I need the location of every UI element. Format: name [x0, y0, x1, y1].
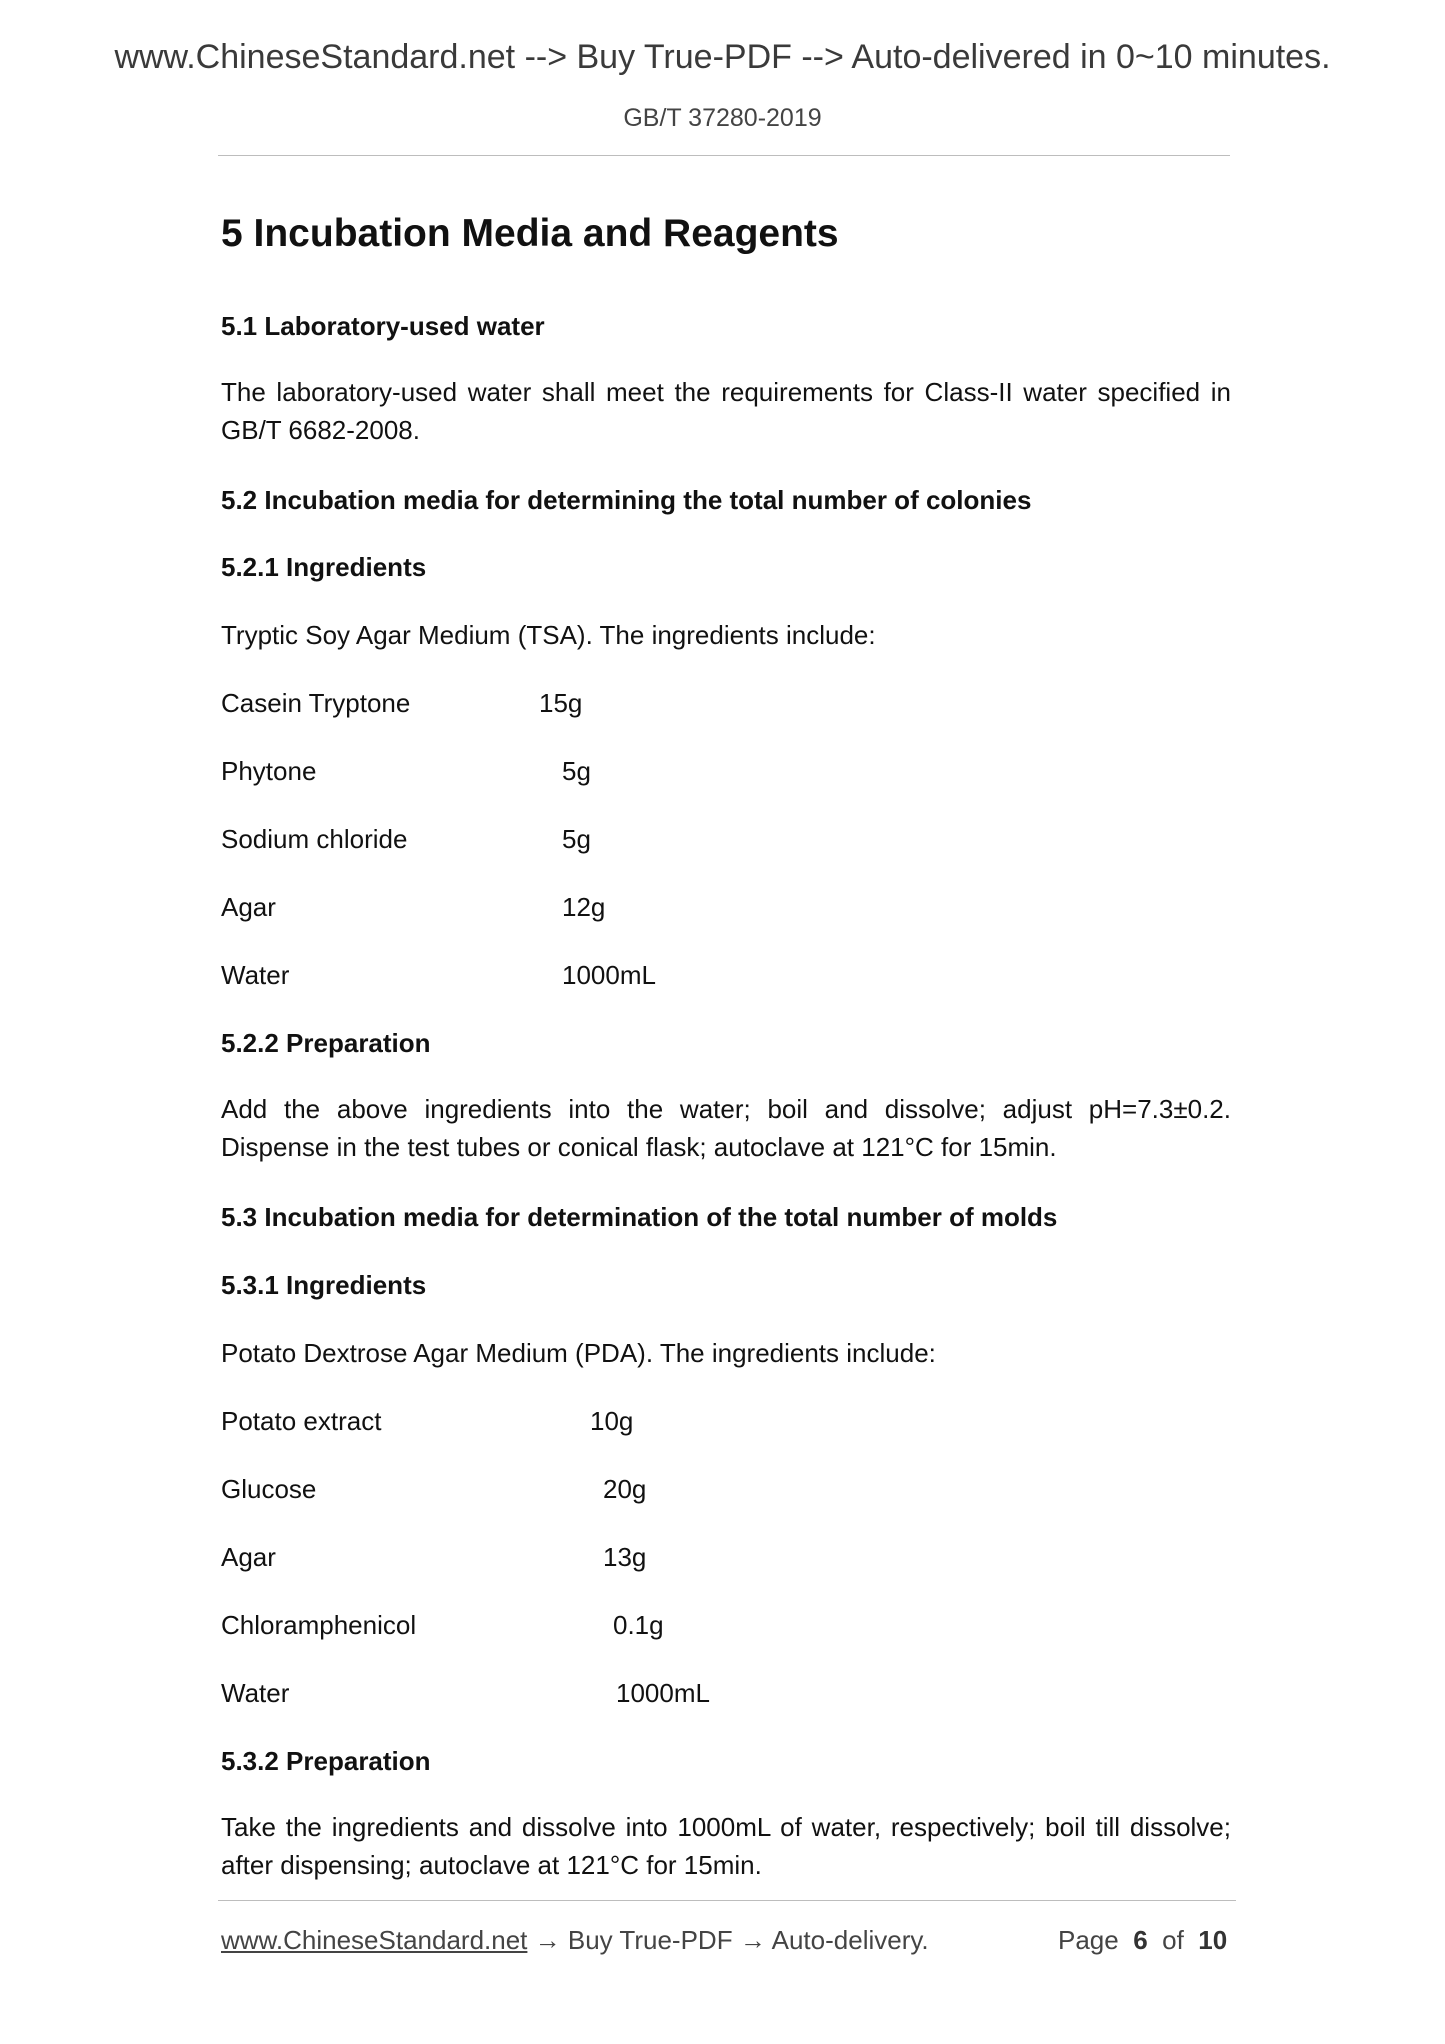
- footer-buy-text: Buy True-PDF: [567, 1925, 733, 1955]
- ingredient-amount: 5g: [562, 756, 591, 786]
- intro-5-2-1: Tryptic Soy Agar Medium (TSA). The ingredients include:: [221, 620, 876, 650]
- footer-delivery-text: Auto-delivery.: [771, 1925, 929, 1955]
- heading-5-2-1: 5.2.1 Ingredients: [221, 552, 427, 582]
- heading-5-2: 5.2 Incubation media for determining the total number of colonies: [221, 485, 1032, 515]
- ingredient-name: Casein Tryptone: [221, 688, 411, 718]
- page-indicator: [1058, 1925, 1227, 1956]
- footer-divider: [218, 1900, 1236, 1901]
- ingredient-name: Glucose: [221, 1474, 317, 1504]
- ingredient-amount: 10g: [590, 1406, 634, 1436]
- ingredient-amount: 12g: [562, 892, 606, 922]
- paragraph-5-2-2: Add the above ingredients into the water; boil and dissolve; adjust pH=7.3±0.2. Dispense in the test tubes or conical flask; autoclave at 121°C for 15min.: [221, 1094, 1231, 1162]
- section-title: 5 Incubation Media and Reagents: [221, 212, 839, 255]
- ingredient-amount: 1000mL: [616, 1678, 710, 1708]
- ingredient-name: Water: [221, 1678, 290, 1708]
- arrow-right-icon: →: [534, 1925, 561, 1955]
- paragraph-5-3-2: Take the ingredients and dissolve into 1000mL of water, respectively; boil till dissolve; after dispensing; autoclave at 121°C for 15min.: [221, 1812, 1231, 1880]
- heading-5-1: 5.1 Laboratory-used water: [221, 311, 545, 341]
- ingredient-name: Potato extract: [221, 1406, 382, 1436]
- page-total: 10: [1198, 1925, 1228, 1955]
- ingredient-name: Phytone: [221, 756, 317, 786]
- ingredient-amount: 15g: [539, 688, 583, 718]
- heading-5-3: 5.3 Incubation media for determination of the total number of molds: [221, 1202, 1058, 1232]
- ingredient-amount: 13g: [603, 1542, 647, 1572]
- ingredient-amount: 20g: [603, 1474, 647, 1504]
- header-banner: www.ChineseStandard.net --> Buy True-PDF --> Auto-delivered in 0~10 minutes.: [114, 38, 1331, 76]
- header-divider: [218, 155, 1230, 156]
- arrow-right-icon: →: [739, 1925, 766, 1955]
- ingredient-name: Agar: [221, 892, 276, 922]
- ingredient-name: Water: [221, 960, 290, 990]
- standard-number: GB/T 37280-2019: [623, 104, 822, 132]
- intro-5-3-1: Potato Dextrose Agar Medium (PDA). The ingredients include:: [221, 1338, 936, 1368]
- ingredient-amount: 5g: [562, 824, 591, 854]
- page-current: 6: [1133, 1925, 1148, 1955]
- ingredient-name: Sodium chloride: [221, 824, 408, 854]
- heading-5-2-2: 5.2.2 Preparation: [221, 1028, 431, 1058]
- ingredient-name: Agar: [221, 1542, 276, 1572]
- heading-5-3-2: 5.3.2 Preparation: [221, 1746, 431, 1776]
- paragraph-5-1: The laboratory-used water shall meet the requirements for Class-II water specified in GB/T 6682-2008.: [221, 377, 1231, 445]
- page-of: of: [1162, 1925, 1184, 1955]
- page-label: Page: [1058, 1925, 1119, 1955]
- ingredient-amount: 1000mL: [562, 960, 656, 990]
- footer-site-link[interactable]: www.ChineseStandard.net: [221, 1925, 528, 1955]
- footer-left: [221, 1925, 929, 1956]
- ingredient-name: Chloramphenicol: [221, 1610, 417, 1640]
- heading-5-3-1: 5.3.1 Ingredients: [221, 1270, 427, 1300]
- ingredient-amount: 0.1g: [613, 1610, 664, 1640]
